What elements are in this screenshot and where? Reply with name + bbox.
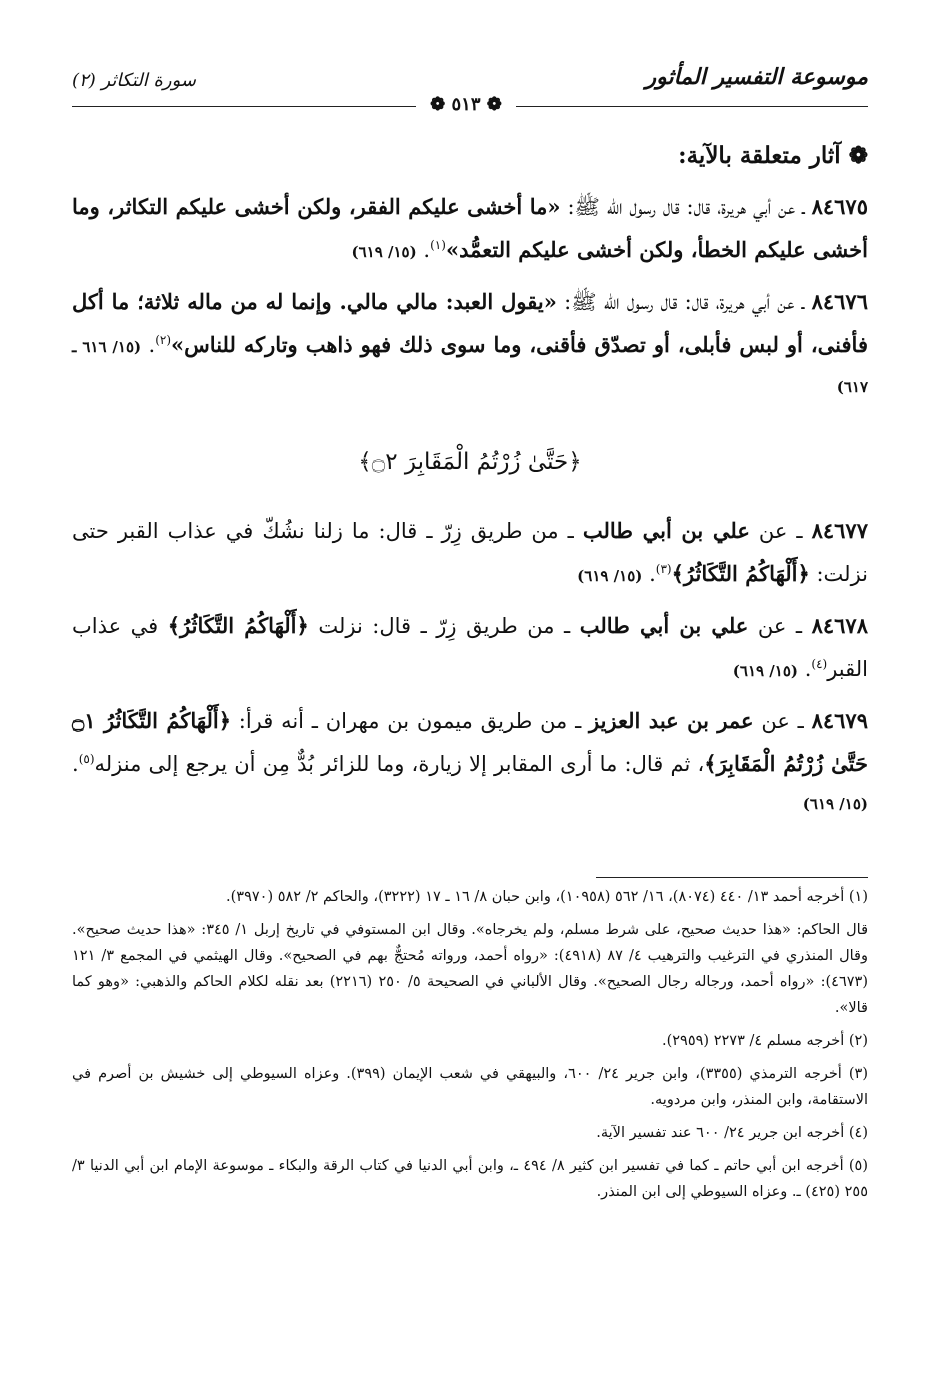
verse-quote: ﴿أَلْهَاكُمُ التَّكَاثُرُ﴾ bbox=[167, 613, 309, 638]
narration-entry: ٨٤٦٧٨ ـ عن علي بن أبي طالب ـ من طريق زِرّ ـ قال: نزلت ﴿أَلْهَاكُمُ التَّكَاثُرُ﴾ في عذاب القبر$^{(٤)}$. (١٥/ ٦١٩) bbox=[72, 613, 868, 681]
hadith-text: «ما أخشى عليكم الفقر، ولكن أخشى عليكم التكاثر، وما أخشى عليكم الخطأ، ولكن أخشى عليكم التعمُّد» bbox=[72, 194, 868, 262]
footnote-marker: (١) bbox=[430, 238, 446, 252]
footnote: (٢) أخرجه مسلم ٤/ ٢٢٧٣ (٢٩٥٩). bbox=[661, 1033, 868, 1049]
narration-entry: ٨٤٦٧٦ ـ عن أبي هريرة، قال: قال رسول الله ﷺ: «يقول العبد: مالي مالي. وإنما له من ماله ثلاثة؛ ما أكل فأفنى، أو لبس فأبلى، أو تصدّق فأقنى، وما سوى ذلك فهو ذاهب وتاركه للناس»$^{(٢)}$. (١٥/ ٦١٦ ـ ٦١٧) bbox=[72, 289, 868, 396]
narration-entry: ٨٤٦٧٩ ـ عن عمر بن عبد العزيز ـ من طريق ميمون بن مهران ـ أنه قرأ: ﴿أَلْهَاكُمُ التَّكَاثُرُ ۝١ حَتَّىٰ زُرْتُمُ الْمَقَابِرَ﴾، ثم قال: ما أرى المقابر إلا زيارة، وما للزائر بُدٌّ مِن أن يرجع إلى منزله$^{(٥)}$. (١٥/ ٦١٩) bbox=[72, 708, 868, 813]
hadith-text: «يقول العبد: مالي مالي. وإنما له من ماله ثلاثة؛ ما أكل فأفنى، أو لبس فأبلى، أو تصدّق فأقنى، وما سوى ذلك فهو ذاهب وتاركه للناس» bbox=[72, 289, 868, 357]
volume-page-ref: (١٥/ ٦١٩) bbox=[802, 795, 868, 813]
footnote-marker: (٣) bbox=[655, 562, 672, 576]
verse-quote: ﴿أَلْهَاكُمُ التَّكَاثُرُ﴾ bbox=[671, 561, 810, 586]
book-title: موسوعة التفسير المأثور bbox=[645, 64, 868, 90]
footnote: (٥) أخرجه ابن أبي حاتم ـ كما في تفسير ابن كثير ٨/ ٤٩٤ ـ، وابن أبي الدنيا في كتاب الرقة والبكاء ـ موسوعة الإمام ابن أبي الدنيا ٣/ ٢٥٥ (٤٢٥) ـ. وعزاه السيوطي إلى ابن المنذر. bbox=[72, 1158, 868, 1200]
volume-page-ref: (١٥/ ٦١٦ ـ ٦١٧) bbox=[72, 338, 868, 396]
surah-title: سورة التكاثر (٢) bbox=[72, 70, 196, 91]
narration-entry: ٨٤٦٧٥ ـ عن أبي هريرة، قال: قال رسول الله ﷺ: «ما أخشى عليكم الفقر، ولكن أخشى عليكم التكاثر، وما أخشى عليكم الخطأ، ولكن أخشى عليكم التعمُّد»$^{(١)}$. (١٥/ ٦١٩) bbox=[72, 194, 868, 262]
entry-number: ٨٤٦٧٥ bbox=[811, 194, 868, 219]
footnote: (٤) أخرجه ابن جرير ٢٤/ ٦٠٠ عند تفسير الآية. bbox=[596, 1125, 868, 1141]
footnote: (٣) أخرجه الترمذي (٣٣٥٥)، وابن جرير ٢٤/ ٦٠٠، والبيهقي في شعب الإيمان (٣٩٩). وعزاه السيوطي إلى خشيش بن أصرم في الاستقامة، وابن المنذر، وابن مردويه. bbox=[72, 1066, 868, 1108]
entry-number: ٨٤٦٧٨ bbox=[811, 613, 868, 638]
narrator-name: علي بن أبي طالب bbox=[582, 518, 750, 543]
footnote: (١) أخرجه أحمد ١٣/ ٤٤٠ (٨٠٧٤)، ١٦/ ٥٦٢ (١٠٩٥٨)، وابن حبان ٨/ ١٦ ـ ١٧ (٣٢٢٢)، والحاكم ٢/ ٥٨٢ (٣٩٧٠). bbox=[226, 889, 868, 905]
volume-page-ref: (١٥/ ٦١٩) bbox=[577, 567, 643, 585]
volume-page-ref: (١٥/ ٦١٩) bbox=[351, 243, 417, 261]
footnote: قال الحاكم: «هذا حديث صحيح، على شرط مسلم، ولم يخرجاه». وقال ابن المستوفي في تاريخ إربل ١/ ٣٤٥: «هذا حديث صحيح». وقال المنذري في الترغيب والترهيب ٤/ ٨٧ (٤٩١٨): «رواه أحمد، ورواته مُحتجٌّ بهم في الصحيح». وقال الهيثمي في المجمع ٣/ ١٢١ (٤٦٧٣): «رواه أحمد، ورجاله رجال الصحيح». وقال الألباني في الصحيحة ٥/ ٢٥٠ (٢٢١٦) بعد نقله لكلام الحاكم والذهبي: «وهو كما قالا». bbox=[72, 922, 869, 1016]
quran-verse: ﴿حَتَّىٰ زُرْتُمُ الْمَقَابِرَ ۝٢﴾ bbox=[358, 449, 582, 475]
page-number: ❁ ٥١٣ ❁ bbox=[416, 94, 516, 115]
footnotes bbox=[72, 884, 868, 1212]
footnote-marker: (٤) bbox=[811, 657, 828, 671]
ornament-icon: ❁ bbox=[480, 94, 502, 115]
entry-number: ٨٤٦٧٩ bbox=[811, 708, 868, 733]
section-heading bbox=[72, 138, 868, 174]
entry-number: ٨٤٦٧٦ bbox=[811, 289, 868, 314]
entry-number: ٨٤٦٧٧ bbox=[811, 518, 868, 543]
narrator-name: عمر بن عبد العزيز bbox=[589, 708, 754, 733]
section-title-text: آثار متعلقة بالآية: bbox=[678, 142, 841, 169]
ornament-icon: ❁ bbox=[430, 94, 452, 115]
narration-entry: ٨٤٦٧٧ ـ عن علي بن أبي طالب ـ من طريق زِرّ ـ قال: ما زلنا نشُكّ في عذاب القبر حتى نزلت: ﴿أَلْهَاكُمُ التَّكَاثُرُ﴾$^{(٣)}$. (١٥/ ٦١٩) bbox=[72, 518, 868, 586]
flower-ornament-icon: ❁ bbox=[848, 142, 868, 169]
verse-quote: ﴿أَلْهَاكُمُ التَّكَاثُرُ ۝١ حَتَّىٰ زُرْتُمُ الْمَقَابِرَ﴾ bbox=[72, 708, 868, 776]
main-text bbox=[72, 138, 868, 835]
footnote-rule bbox=[596, 877, 868, 878]
footnote-marker: (٥) bbox=[78, 752, 95, 766]
volume-page-ref: (١٥/ ٦١٩) bbox=[732, 662, 799, 680]
footnote-marker: (٢) bbox=[155, 333, 172, 347]
narrator-name: علي بن أبي طالب bbox=[579, 613, 749, 638]
